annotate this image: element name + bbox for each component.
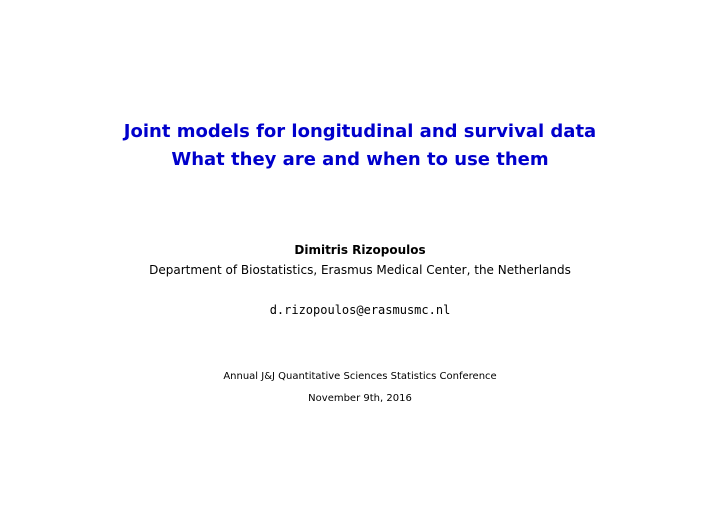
conference-name: Annual J&J Quantitative Sciences Statistics Conference <box>223 371 497 382</box>
title-line-2: What they are and when to use them <box>171 149 549 170</box>
author-affiliation: Department of Biostatistics, Erasmus Medical Center, the Netherlands <box>149 263 571 277</box>
presentation-title <box>0 118 720 174</box>
presentation-date: November 9th, 2016 <box>308 393 412 404</box>
author-email: d.rizopoulos@erasmusmc.nl <box>269 303 451 317</box>
title-line-1: Joint models for longitudinal and survival data <box>123 121 597 142</box>
author-name: Dimitris Rizopoulos <box>294 243 426 257</box>
